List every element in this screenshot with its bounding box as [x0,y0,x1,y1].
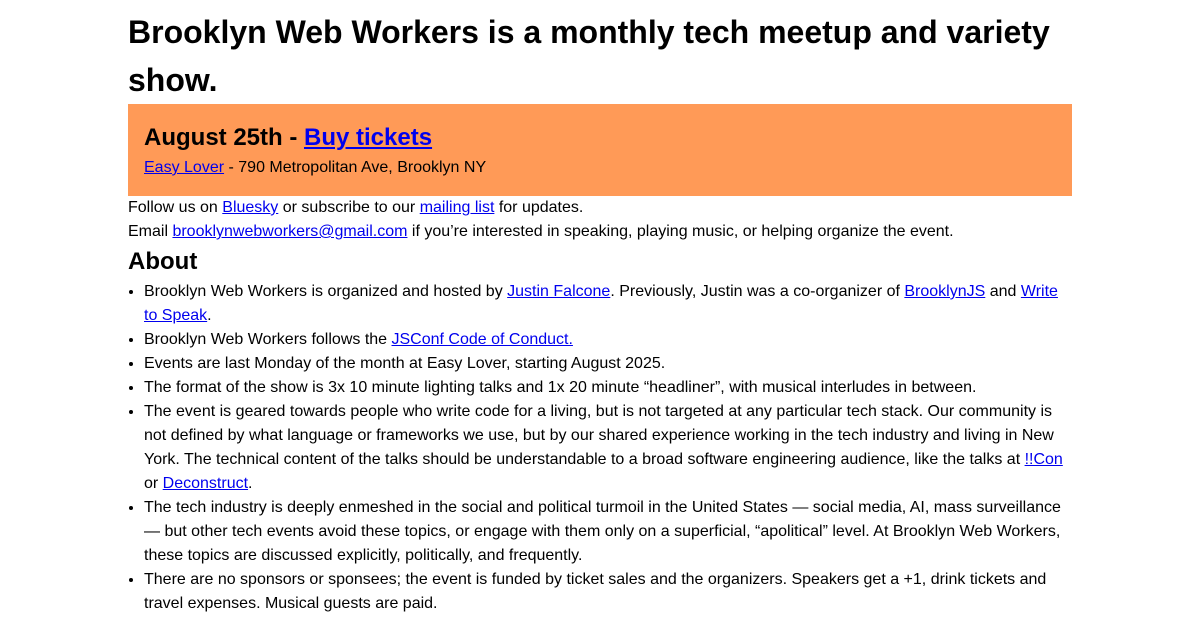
email-line [128,220,1072,244]
event-date: August 25th - [144,124,304,151]
email-link[interactable]: brooklynwebworkers@gmail.com [172,223,408,240]
about-heading: About [128,248,198,275]
list-item-text: Brooklyn Web Workers is organized and hosted by [144,283,508,300]
list-item: • The format of the show is 3x 10 minute lighting talks and 1x 20 minute “headliner”, with musical interludes in between. [144,376,1072,400]
deconstruct-link[interactable]: Deconstruct [162,475,249,492]
bluesky-link[interactable]: Bluesky [222,199,279,216]
list-item [144,280,1072,328]
email-prefix: Email [128,223,173,240]
brooklynjs-link[interactable]: BrooklynJS [904,283,986,300]
event-banner [128,104,1072,196]
follow-suffix: for updates. [494,199,584,216]
list-item: • Events are last Monday of the month at Easy Lover, starting August 2025. [144,352,1072,376]
list-item-text: Brooklyn Web Workers follows the [144,331,392,348]
venue-address: - 790 Metropolitan Ave, Brooklyn NY [224,159,487,176]
buy-tickets-link[interactable]: Buy tickets [304,124,433,151]
list-item: • The tech industry is deeply enmeshed in the social and political turmoil in the United States — social media, AI, mass surveillance — but other tech events avoid these topics, or engage with them only on a superficial, “apolitical” level. At Brooklyn Web Workers, these topics are discussed explicitly, politically, and frequently. [144,496,1072,568]
justin-falcone-link[interactable]: Justin Falcone [507,283,611,300]
page [128,0,1072,616]
list-item [144,328,1072,352]
follow-middle: or subscribe to our [278,199,420,216]
email-suffix: if you’re interested in speaking, playing music, or helping organize the event. [407,223,954,240]
page-title: Brooklyn Web Workers is a monthly tech meetup and variety show. [128,14,1050,98]
list-item-text: . Previously, Justin was a co-organizer of [610,283,905,300]
bangbangcon-link[interactable]: !!Con [1024,451,1063,468]
list-item-text: The event is geared towards people who write code for a living, but is not targeted at any particular tech stack. Our community is not defined by what language or frameworks we use, but by our shared experience working in the tech industry and living in New York. The technical content of the talks should be understandable to a broad software engineering audience, like the talks at [144,403,1054,468]
code-of-conduct-link[interactable]: JSConf Code of Conduct. [391,331,573,348]
about-list [128,280,1072,616]
follow-prefix: Follow us on [128,199,223,216]
event-date-heading [144,120,1056,156]
list-item [144,400,1072,496]
list-item: • There are no sponsors or sponsees; the event is funded by ticket sales and the organizers. Speakers get a +1, drink tickets and travel expenses. Musical guests are paid. [144,568,1072,616]
list-item-text: . [248,475,253,492]
list-item-text: and [985,283,1021,300]
list-item-text: . [207,307,212,324]
mailing-list-link[interactable]: mailing list [419,199,495,216]
event-venue [144,156,1056,180]
follow-line [128,196,1072,220]
list-item-text: or [144,475,163,492]
venue-link[interactable]: Easy Lover [144,159,225,176]
write-to-speak-link[interactable]: Write to Speak [144,283,1058,324]
